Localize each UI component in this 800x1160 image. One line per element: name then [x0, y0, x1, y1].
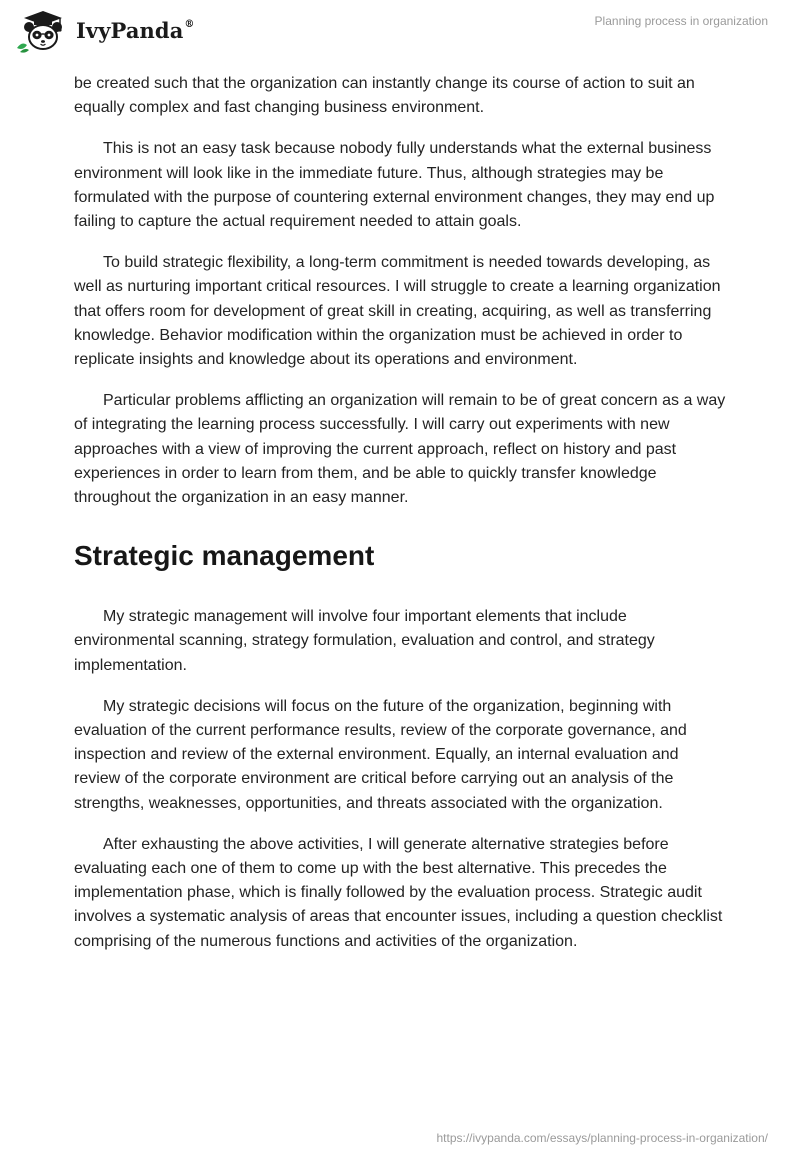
paragraph: My strategic decisions will focus on the future of the organization, beginning with evaluation of the current performance results, review of the corporate governance, and inspection and review of the external environment. Equally, an internal evaluation and review of the corporate environment are critical before carrying out an analysis of the strengths, weaknesses, opportunities, and threats associated with the organization.: [74, 697, 687, 812]
paragraph: be created such that the organization can instantly change its course of action to suit an equally complex and fast changing business environment.: [74, 75, 695, 117]
source-url[interactable]: https://ivypanda.com/essays/planning-process-in-organization/: [436, 1131, 768, 1145]
paragraph: This is not an easy task because nobody fully understands what the external business environment will look like in the immediate future. Thus, although strategies may be formulated with the purpose of countering external environment changes, they may end up failing to capture the actual requirement needed to attain goals.: [74, 140, 715, 231]
page-header: [0, 0, 800, 64]
registered-mark: ®: [184, 18, 195, 30]
brand-logo[interactable]: [14, 8, 195, 54]
brand-name: [76, 18, 195, 43]
paragraph: Particular problems afflicting an organization will remain to be of great concern as a way of integrating the learning process successfully. I will carry out experiments with new approaches with a view of improving the current approach, reflect on history and past experiences in order to learn from them, and be able to quickly transfer knowledge throughout the organization in an easy manner.: [74, 392, 726, 507]
document-title: Planning process in organization: [594, 14, 768, 28]
brand-name-text: IvyPanda: [76, 17, 184, 43]
section-heading: Strategic management: [74, 540, 375, 572]
paragraph: My strategic management will involve four important elements that include environmental scanning, strategy formulation, evaluation and control, and strategy implementation.: [74, 608, 655, 674]
panda-logo-icon: [14, 8, 70, 54]
paragraph: To build strategic flexibility, a long-term commitment is needed towards developing, as well as nurturing important critical resources. I will struggle to create a learning organization that offers room for development of great skill in creating, acquiring, as well as transferring knowledge. Behavior modification within the organization must be achieved in order to replicate insights and knowledge about its operations and environment.: [74, 254, 721, 369]
article-body: [74, 72, 726, 971]
paragraph: After exhausting the above activities, I will generate alternative strategies before evaluating each one of them to come up with the best alternative. This precedes the implementation phase, which is finally followed by the evaluation process. Strategic audit involves a systematic analysis of areas that encounter issues, including a question checklist comprising of the numerous functions and activities of the organization.: [74, 835, 723, 950]
